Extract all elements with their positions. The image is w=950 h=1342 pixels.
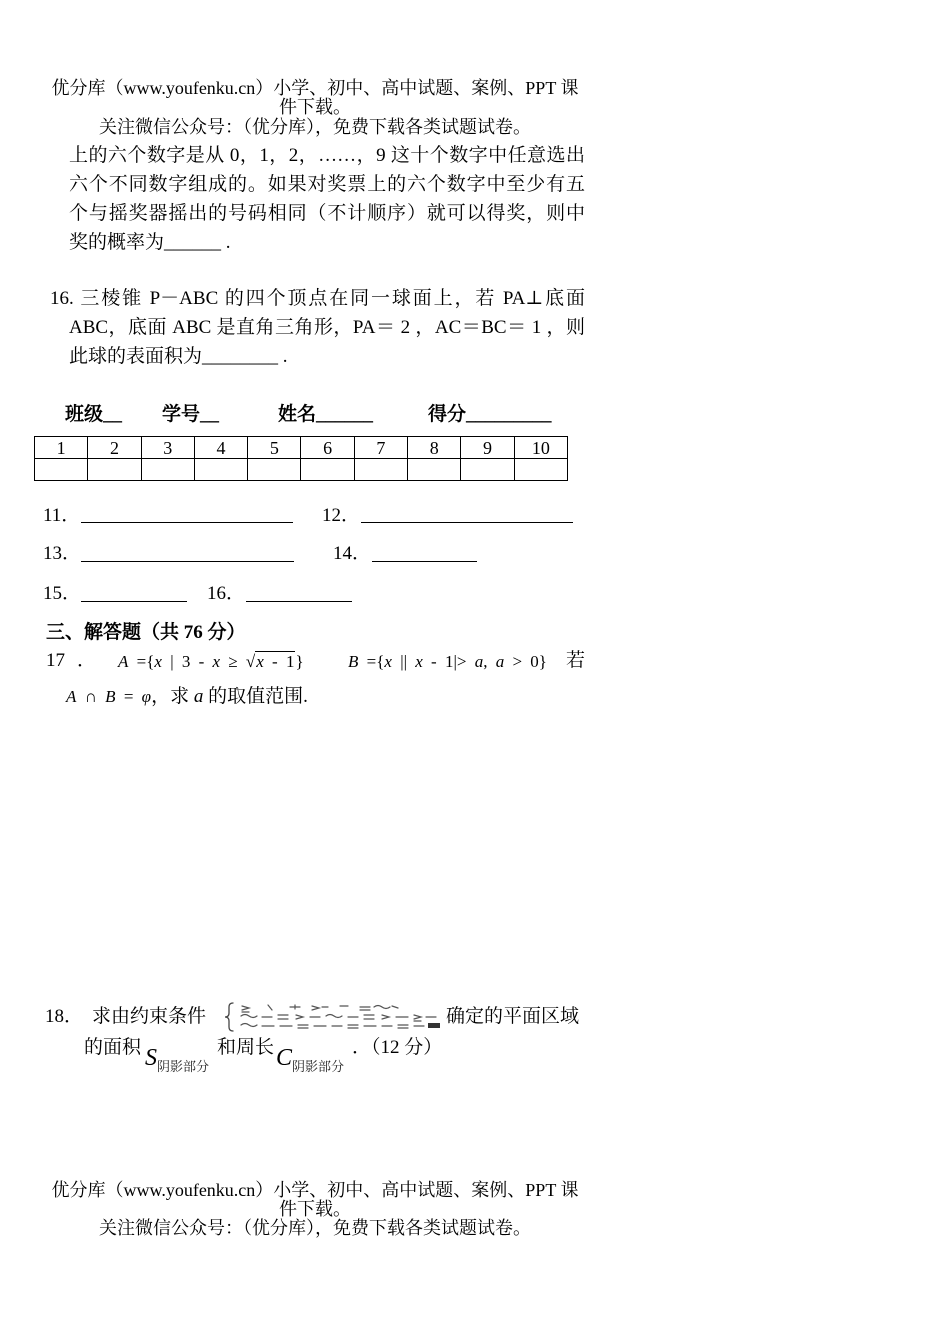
answer-grid-cell: [35, 459, 88, 481]
answer-blank-14: [372, 561, 477, 562]
q18-suffix: 确定的平面区域: [446, 1006, 580, 1027]
footer-banner-line-2: 件下载。: [279, 1199, 351, 1219]
task-suffix: 的取值范围.: [203, 686, 308, 707]
section-title: 三、解答题（共 76 分）: [46, 622, 246, 643]
q17-separator: ．: [77, 650, 97, 671]
set-b-open: ={: [358, 652, 385, 671]
header-banner-line-1: 优分库（www.youfenku.cn）小学、初中、高中试题、案例、PPT 课: [51, 78, 579, 98]
constraint-brace: [225, 1003, 233, 1031]
constraint-row-3: [241, 1024, 424, 1029]
answer-grid-cell: [408, 459, 461, 481]
set-a-formula: [118, 652, 304, 671]
answer-grid-cell: [301, 459, 354, 481]
q15-text-line-1: 上的六个数字是从 0，1，2，……，9 这十个数字中任意选出: [69, 145, 585, 166]
condition-empty-set: φ: [141, 687, 152, 706]
set-b-variable: x: [415, 652, 423, 671]
blank-label-15: 15．: [43, 583, 82, 604]
answer-grid-number: 6: [301, 437, 354, 459]
answer-grid-number: 3: [141, 437, 194, 459]
condition-equals: =: [115, 687, 142, 706]
header-banner-line-3: 关注微信公众号：（优分库），免费下载各类试题试卷。: [99, 117, 531, 137]
blank-label-12: 12．: [322, 505, 361, 526]
set-b-variable: x: [384, 652, 392, 671]
area-subscript: 阴影部分: [157, 1059, 210, 1074]
q17-conjunction: 若: [566, 650, 586, 671]
answer-grid-cell: [248, 459, 301, 481]
answer-grid-header-row: [35, 437, 568, 459]
q18-prefix: 求由约束条件: [92, 1006, 207, 1027]
answer-blank-11: [81, 522, 293, 523]
answer-grid-cell: [514, 459, 567, 481]
answer-grid-cell: [194, 459, 247, 481]
answer-grid-cell: [88, 459, 141, 481]
set-b-bar: ||: [391, 652, 416, 671]
set-b-tail: > 0}: [504, 652, 547, 671]
set-b-abs: - 1|>: [422, 652, 475, 671]
set-a-variable: x: [212, 652, 221, 671]
radicand-variable: x: [256, 652, 264, 671]
q15-text-line-2: 六个不同数字组成的。如果对奖票上的六个数字中至少有五: [69, 174, 585, 195]
condition-cap: ∩: [76, 687, 106, 706]
set-a-bar: | 3 -: [161, 652, 213, 671]
student-id-field: 学号__: [162, 404, 220, 425]
q18-number: 18．: [45, 1006, 84, 1027]
class-field: 班级__: [65, 404, 123, 425]
perimeter-subscript: 阴影部分: [292, 1059, 345, 1074]
answer-grid-number: 9: [461, 437, 514, 459]
constraint-system-image: [222, 1001, 442, 1033]
q16-text-line-1: 16. 三棱锥 P－ABC 的四个顶点在同一球面上，若 PA⊥底面: [50, 288, 585, 309]
q18-points: ．（12 分）: [352, 1037, 443, 1058]
set-b-comma: ,: [483, 652, 496, 671]
q17-number: 17: [46, 650, 65, 671]
q17-question: [66, 687, 308, 706]
answer-grid-number: 4: [194, 437, 247, 459]
q15-text-line-4: 奖的概率为______ .: [69, 232, 231, 253]
answer-grid-cell: [461, 459, 514, 481]
answer-grid-cell: [141, 459, 194, 481]
answer-grid-cell: [354, 459, 407, 481]
condition-set-b: B: [105, 687, 116, 706]
q18-area-label: 的面积: [84, 1037, 142, 1058]
q16-text-line-3: 此球的表面积为________ .: [69, 346, 288, 367]
set-b-formula: [348, 652, 547, 671]
set-b-name: B: [348, 652, 359, 671]
answer-grid-answer-row: [35, 459, 568, 481]
answer-grid-number: 10: [514, 437, 567, 459]
blank-label-13: 13．: [43, 543, 82, 564]
answer-grid-number: 8: [408, 437, 461, 459]
header-banner-line-2: 件下载。: [279, 97, 351, 117]
radical-sign: √: [245, 652, 256, 671]
area-symbol: S: [145, 1045, 157, 1071]
set-b-param: a: [474, 652, 484, 671]
set-a-close: }: [295, 652, 304, 671]
perimeter-symbol: C: [276, 1045, 293, 1071]
name-field: 姓名______: [278, 404, 374, 425]
set-a-name: A: [118, 652, 129, 671]
set-a-relation: ≥: [220, 652, 246, 671]
answer-blank-16: [246, 601, 352, 602]
constraint-ink-blot: [428, 1023, 440, 1028]
blank-label-11: 11．: [43, 505, 81, 526]
score-field: 得分_________: [428, 404, 552, 425]
answer-grid-number: 2: [88, 437, 141, 459]
condition-set-a: A: [66, 687, 77, 706]
radicand: [255, 651, 295, 671]
answer-grid-number: 7: [354, 437, 407, 459]
answer-grid: [34, 436, 568, 481]
constraint-row-2: [241, 1015, 436, 1022]
answer-blank-12: [361, 522, 573, 523]
q16-text-line-2: ABC，底面 ABC 是直角三角形，PA＝ 2 ，AC＝BC＝ 1 ，则: [69, 317, 585, 338]
footer-banner-line-1: 优分库（www.youfenku.cn）小学、初中、高中试题、案例、PPT 课: [51, 1180, 579, 1200]
set-a-open: ={: [128, 652, 155, 671]
task-prefix: ，求: [151, 686, 194, 707]
footer-banner-line-3: 关注微信公众号：（优分库），免费下载各类试题试卷。: [99, 1218, 531, 1238]
q15-text-line-3: 个与摇奖器摇出的号码相同（不计顺序）就可以得奖，则中: [69, 203, 585, 224]
blank-label-14: 14．: [333, 543, 372, 564]
answer-grid-number: 1: [35, 437, 88, 459]
blank-label-16: 16．: [207, 583, 246, 604]
answer-grid-number: 5: [248, 437, 301, 459]
radicand-rest: - 1: [263, 652, 295, 671]
answer-blank-13: [81, 561, 294, 562]
constraint-row-1: [242, 1005, 398, 1012]
set-b-param: a: [495, 652, 505, 671]
task-variable: a: [193, 686, 204, 707]
answer-blank-15: [81, 601, 187, 602]
set-a-variable: x: [154, 652, 162, 671]
q18-perimeter-label: 和周长: [217, 1037, 275, 1058]
